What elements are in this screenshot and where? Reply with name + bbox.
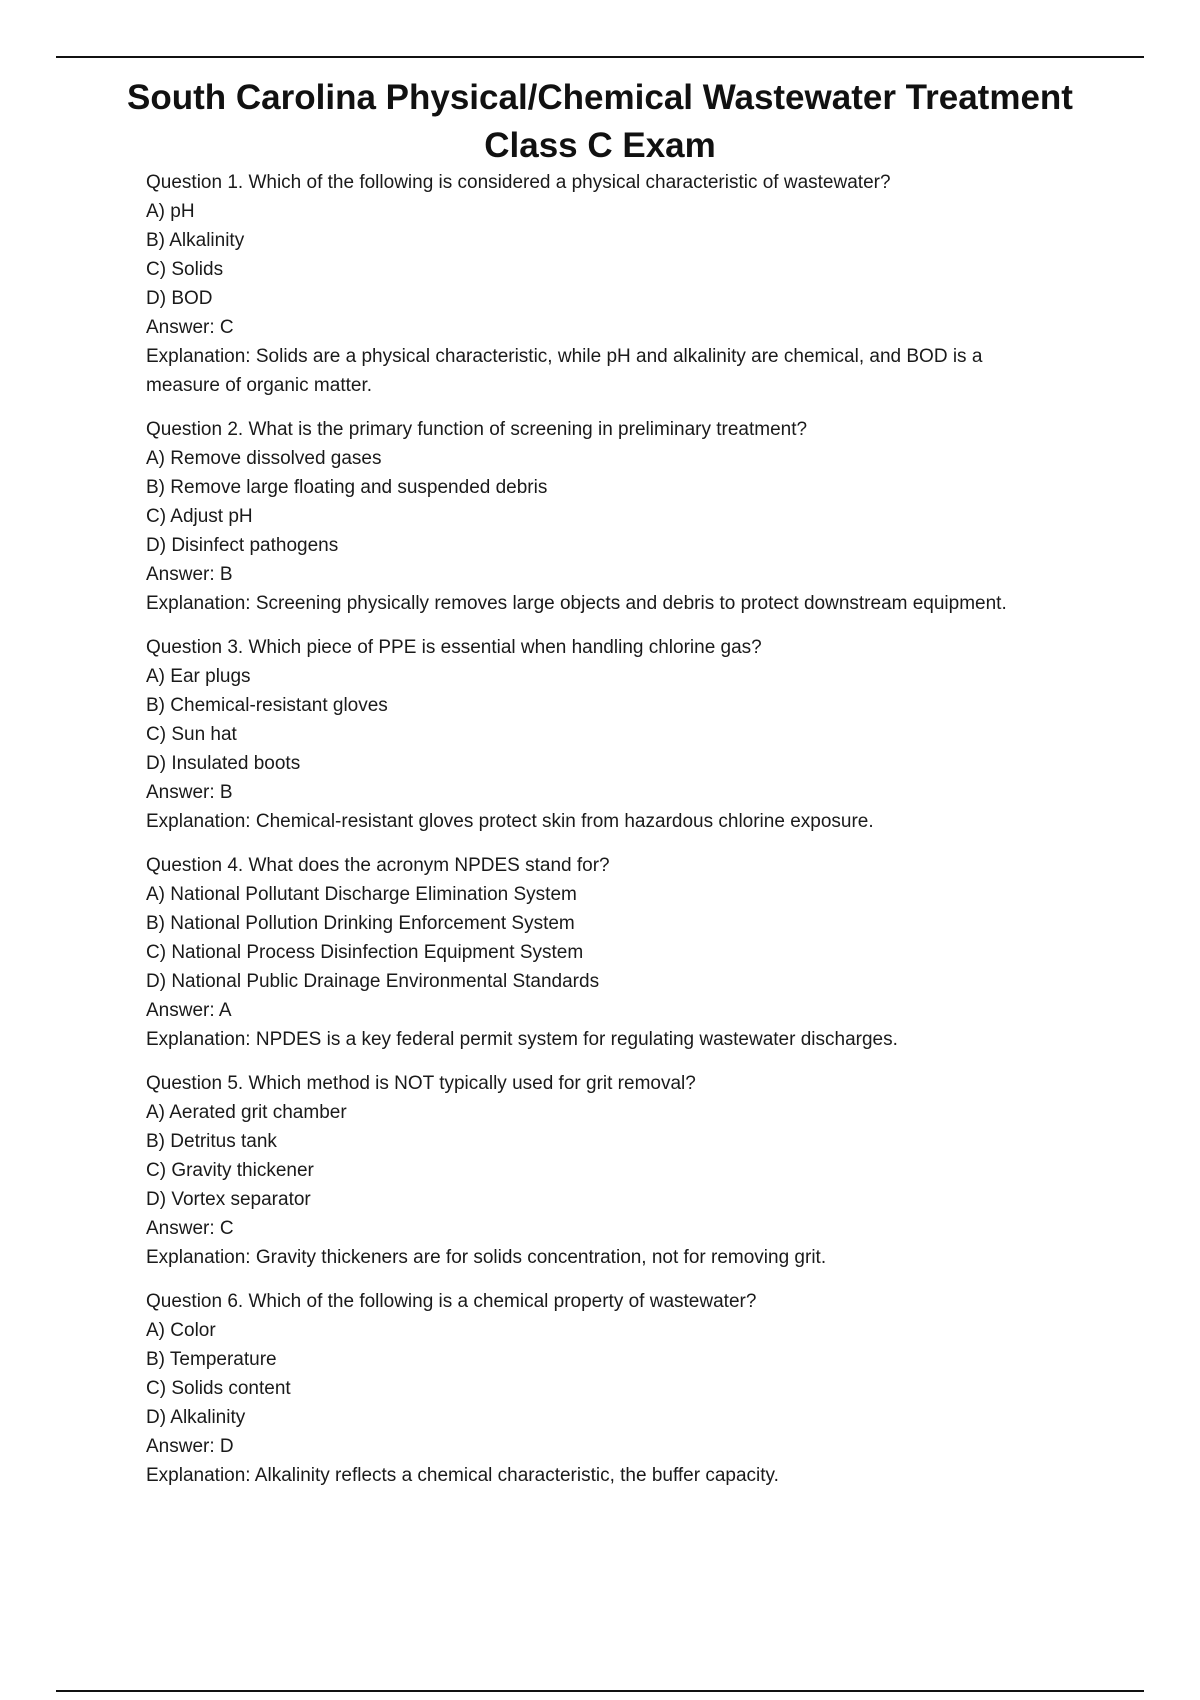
question-block-4 [146, 851, 1046, 1054]
option-a: A) pH [146, 201, 195, 222]
answer-text: Answer: A [146, 1000, 232, 1021]
option-d: D) Insulated boots [146, 753, 301, 774]
question-block-6 [146, 1287, 1046, 1490]
option-a: A) National Pollutant Discharge Elimination System [146, 884, 577, 905]
option-a: A) Ear plugs [146, 666, 251, 687]
question-list [146, 168, 1046, 1505]
answer-text: Answer: C [146, 1218, 234, 1239]
question-text: Question 5. Which method is NOT typically used for grit removal? [146, 1073, 696, 1094]
option-a: A) Color [146, 1320, 216, 1341]
option-b: B) Alkalinity [146, 230, 245, 251]
option-c: C) Solids content [146, 1378, 291, 1399]
question-block-2 [146, 415, 1046, 618]
option-b: B) Temperature [146, 1349, 277, 1370]
option-b: B) National Pollution Drinking Enforcement System [146, 913, 575, 934]
option-a: A) Aerated grit chamber [146, 1102, 347, 1123]
option-c: C) Adjust pH [146, 506, 253, 527]
option-a: A) Remove dissolved gases [146, 448, 382, 469]
question-block-3 [146, 633, 1046, 836]
answer-text: Answer: D [146, 1436, 234, 1457]
question-text: Question 6. Which of the following is a chemical property of wastewater? [146, 1291, 757, 1312]
top-divider [56, 56, 1144, 58]
answer-text: Answer: B [146, 564, 233, 585]
option-b: B) Remove large floating and suspended debris [146, 477, 548, 498]
explanation-text: Explanation: Screening physically removes large objects and debris to protect downstream equipment. [146, 593, 1007, 614]
question-text: Question 4. What does the acronym NPDES stand for? [146, 855, 610, 876]
option-b: B) Detritus tank [146, 1131, 277, 1152]
option-c: C) Sun hat [146, 724, 237, 745]
answer-text: Answer: C [146, 317, 234, 338]
explanation-text: Explanation: Alkalinity reflects a chemical characteristic, the buffer capacity. [146, 1465, 779, 1486]
page-title: South Carolina Physical/Chemical Wastewater Treatment Class C Exam [127, 78, 1073, 165]
option-d: D) Vortex separator [146, 1189, 311, 1210]
question-text: Question 1. Which of the following is considered a physical characteristic of wastewater? [146, 172, 891, 193]
question-block-5 [146, 1069, 1046, 1272]
explanation-text: Explanation: Gravity thickeners are for solids concentration, not for removing grit. [146, 1247, 827, 1268]
option-c: C) Gravity thickener [146, 1160, 314, 1181]
answer-text: Answer: B [146, 782, 233, 803]
option-c: C) Solids [146, 259, 224, 280]
question-block-1 [146, 168, 1046, 400]
option-d: D) Disinfect pathogens [146, 535, 339, 556]
bottom-divider [56, 1690, 1144, 1692]
explanation-text: Explanation: Solids are a physical characteristic, while pH and alkalinity are chemical, and BOD is a measure of organic matter. [146, 346, 983, 396]
option-d: D) National Public Drainage Environmental Standards [146, 971, 600, 992]
question-text: Question 2. What is the primary function of screening in preliminary treatment? [146, 419, 808, 440]
explanation-text: Explanation: Chemical-resistant gloves protect skin from hazardous chlorine exposure. [146, 811, 874, 832]
option-d: D) Alkalinity [146, 1407, 246, 1428]
question-text: Question 3. Which piece of PPE is essential when handling chlorine gas? [146, 637, 762, 658]
explanation-text: Explanation: NPDES is a key federal permit system for regulating wastewater discharges. [146, 1029, 898, 1050]
option-b: B) Chemical-resistant gloves [146, 695, 388, 716]
option-c: C) National Process Disinfection Equipment System [146, 942, 584, 963]
option-d: D) BOD [146, 288, 213, 309]
